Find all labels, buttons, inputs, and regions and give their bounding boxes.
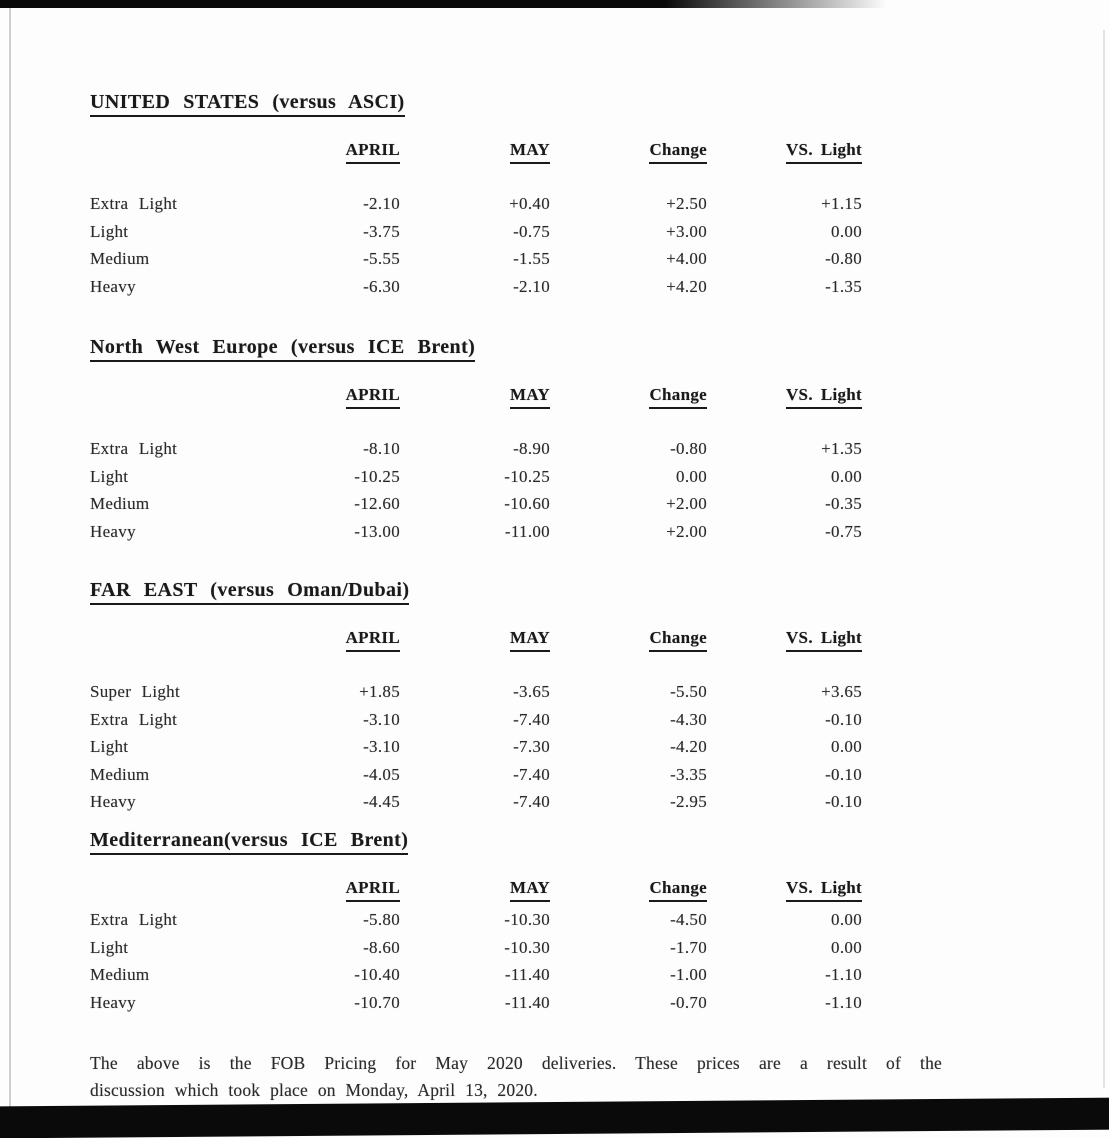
- cell-vs-light-value: -1.10: [825, 965, 862, 984]
- cell-vs-light-value: -0.80: [825, 249, 862, 268]
- cell-vs-light-value: -1.10: [825, 992, 862, 1012]
- cell-change-value: -0.80: [670, 439, 707, 458]
- header-april: APRIL: [290, 139, 400, 164]
- row-grade-label: Extra Light: [90, 910, 178, 929]
- footer-line-1: The above is the FOB Pricing for May 2020 deliveries. These prices are a result of the: [90, 1053, 942, 1073]
- header-vs-light: VS. Light: [707, 384, 862, 409]
- table-header-row: [90, 877, 862, 902]
- cell-may-value: -10.25: [504, 466, 550, 486]
- cell-april-value: -3.75: [363, 221, 400, 241]
- cell-change-value: -3.35: [670, 764, 707, 784]
- row-grade-label: Heavy: [90, 992, 136, 1012]
- section-title-text: FAR EAST (versus Oman/Dubai): [90, 578, 409, 605]
- cell-change-value: -2.95: [670, 792, 707, 811]
- cell-may-value: -11.40: [504, 992, 550, 1012]
- header-april: APRIL: [290, 384, 400, 409]
- cell-change-value: -1.00: [670, 965, 707, 984]
- cell-vs-light-value: 0.00: [831, 910, 862, 929]
- cell-vs-light-value: 0.00: [831, 737, 862, 756]
- cell-vs-light-value: 0.00: [831, 466, 862, 486]
- cell-april-value: -12.60: [354, 494, 400, 513]
- price-section: [90, 828, 862, 1016]
- row-grade-label: Medium: [90, 965, 150, 984]
- table-header-row: [90, 384, 862, 409]
- table-header-row: [90, 139, 862, 164]
- cell-april-value: -10.70: [354, 992, 400, 1012]
- table-row: [90, 190, 862, 218]
- table-header-row: [90, 627, 862, 652]
- cell-april-value: -8.60: [363, 937, 400, 957]
- cell-april-value: -8.10: [363, 439, 400, 458]
- table-rows: [90, 435, 862, 545]
- cell-vs-light-value: -0.35: [825, 494, 862, 513]
- cell-april-value: -10.40: [354, 965, 400, 984]
- cell-vs-light-value: +1.15: [821, 194, 862, 213]
- footer-note: [90, 1050, 942, 1104]
- cell-may-value: -7.40: [513, 792, 550, 811]
- header-spacer-cell: [90, 877, 290, 902]
- table-row: [90, 989, 862, 1017]
- cell-may-value: -7.40: [513, 709, 550, 729]
- header-change: Change: [550, 877, 707, 902]
- cell-change-value: -4.20: [670, 737, 707, 756]
- cell-april-value: -5.80: [363, 910, 400, 929]
- table-row: [90, 273, 862, 301]
- table-row: [90, 463, 862, 491]
- cell-change-value: -5.50: [670, 682, 707, 701]
- cell-april-value: -13.00: [354, 521, 400, 541]
- cell-change-value: 0.00: [676, 466, 707, 486]
- row-grade-label: Extra Light: [90, 194, 178, 213]
- cell-change-value: +3.00: [666, 221, 707, 241]
- cell-may-value: -7.40: [513, 764, 550, 784]
- header-april: APRIL: [290, 877, 400, 902]
- cell-april-value: -4.45: [363, 792, 400, 811]
- header-spacer-cell: [90, 627, 290, 652]
- cell-change-value: -1.70: [670, 937, 707, 957]
- section-title-text: Mediterranean(versus ICE Brent): [90, 828, 408, 855]
- price-section: [90, 335, 862, 545]
- cell-may-value: -8.90: [513, 439, 550, 458]
- row-grade-label: Super Light: [90, 682, 180, 701]
- row-grade-label: Medium: [90, 494, 150, 513]
- cell-may-value: -0.75: [513, 221, 550, 241]
- table-row: [90, 761, 862, 789]
- cell-change-value: +2.00: [666, 521, 707, 541]
- row-grade-label: Heavy: [90, 276, 136, 296]
- cell-may-value: -10.60: [504, 494, 550, 513]
- cell-vs-light-value: 0.00: [831, 937, 862, 957]
- table-row: [90, 218, 862, 246]
- footer-line-2: discussion which took place on Monday, April 13, 2020.: [90, 1080, 538, 1100]
- cell-change-value: +4.00: [666, 249, 707, 268]
- header-may: MAY: [400, 139, 550, 164]
- table-row: [90, 788, 862, 816]
- row-grade-label: Light: [90, 737, 129, 756]
- cell-vs-light-value: -1.35: [825, 276, 862, 296]
- table-row: [90, 435, 862, 463]
- section-title-text: UNITED STATES (versus ASCI): [90, 90, 405, 117]
- table-row: [90, 678, 862, 706]
- header-spacer-cell: [90, 384, 290, 409]
- row-grade-label: Extra Light: [90, 709, 178, 729]
- row-grade-label: Light: [90, 466, 129, 486]
- price-section: [90, 578, 862, 816]
- row-grade-label: Extra Light: [90, 439, 178, 458]
- cell-vs-light-value: -0.10: [825, 792, 862, 811]
- cell-vs-light-value: -0.75: [825, 521, 862, 541]
- cell-may-value: -7.30: [513, 737, 550, 756]
- cell-vs-light-value: +3.65: [821, 682, 862, 701]
- cell-april-value: +1.85: [359, 682, 400, 701]
- row-grade-label: Light: [90, 937, 129, 957]
- top-scan-edge: [0, 0, 1109, 8]
- left-page-edge-line: [9, 8, 11, 1118]
- cell-may-value: -10.30: [504, 910, 550, 929]
- cell-april-value: -2.10: [363, 194, 400, 213]
- cell-change-value: +2.00: [666, 494, 707, 513]
- section-title-text: North West Europe (versus ICE Brent): [90, 335, 475, 362]
- table-rows: [90, 190, 862, 300]
- table-row: [90, 245, 862, 273]
- cell-may-value: +0.40: [509, 194, 550, 213]
- table-row: [90, 518, 862, 546]
- right-page-edge-line: [1103, 30, 1105, 1088]
- cell-may-value: -2.10: [513, 276, 550, 296]
- header-vs-light: VS. Light: [707, 139, 862, 164]
- row-grade-label: Heavy: [90, 521, 136, 541]
- cell-april-value: -3.10: [363, 709, 400, 729]
- section-title: [90, 335, 862, 362]
- table-rows: [90, 906, 862, 1016]
- header-spacer-cell: [90, 139, 290, 164]
- table-row: [90, 490, 862, 518]
- header-april: APRIL: [290, 627, 400, 652]
- section-title: [90, 828, 862, 855]
- header-may: MAY: [400, 877, 550, 902]
- cell-april-value: -6.30: [363, 276, 400, 296]
- cell-may-value: -10.30: [504, 937, 550, 957]
- cell-vs-light-value: -0.10: [825, 764, 862, 784]
- header-vs-light: VS. Light: [707, 877, 862, 902]
- cell-change-value: -0.70: [670, 992, 707, 1012]
- table-rows: [90, 678, 862, 816]
- table-row: [90, 961, 862, 989]
- cell-april-value: -3.10: [363, 737, 400, 756]
- cell-may-value: -11.40: [504, 965, 550, 984]
- cell-april-value: -5.55: [363, 249, 400, 268]
- cell-april-value: -10.25: [354, 466, 400, 486]
- header-change: Change: [550, 627, 707, 652]
- row-grade-label: Medium: [90, 764, 150, 784]
- header-may: MAY: [400, 384, 550, 409]
- table-row: [90, 706, 862, 734]
- section-title: [90, 578, 862, 605]
- price-section: [90, 90, 862, 300]
- cell-vs-light-value: 0.00: [831, 221, 862, 241]
- row-grade-label: Light: [90, 221, 129, 241]
- cell-vs-light-value: -0.10: [825, 709, 862, 729]
- header-change: Change: [550, 139, 707, 164]
- cell-change-value: -4.30: [670, 709, 707, 729]
- cell-vs-light-value: +1.35: [821, 439, 862, 458]
- table-row: [90, 934, 862, 962]
- cell-april-value: -4.05: [363, 764, 400, 784]
- section-title: [90, 90, 862, 117]
- table-row: [90, 906, 862, 934]
- row-grade-label: Heavy: [90, 792, 136, 811]
- cell-change-value: +2.50: [666, 194, 707, 213]
- header-change: Change: [550, 384, 707, 409]
- cell-may-value: -3.65: [513, 682, 550, 701]
- cell-change-value: +4.20: [666, 276, 707, 296]
- row-grade-label: Medium: [90, 249, 150, 268]
- cell-may-value: -11.00: [504, 521, 550, 541]
- table-row: [90, 733, 862, 761]
- cell-change-value: -4.50: [670, 910, 707, 929]
- cell-may-value: -1.55: [513, 249, 550, 268]
- header-may: MAY: [400, 627, 550, 652]
- header-vs-light: VS. Light: [707, 627, 862, 652]
